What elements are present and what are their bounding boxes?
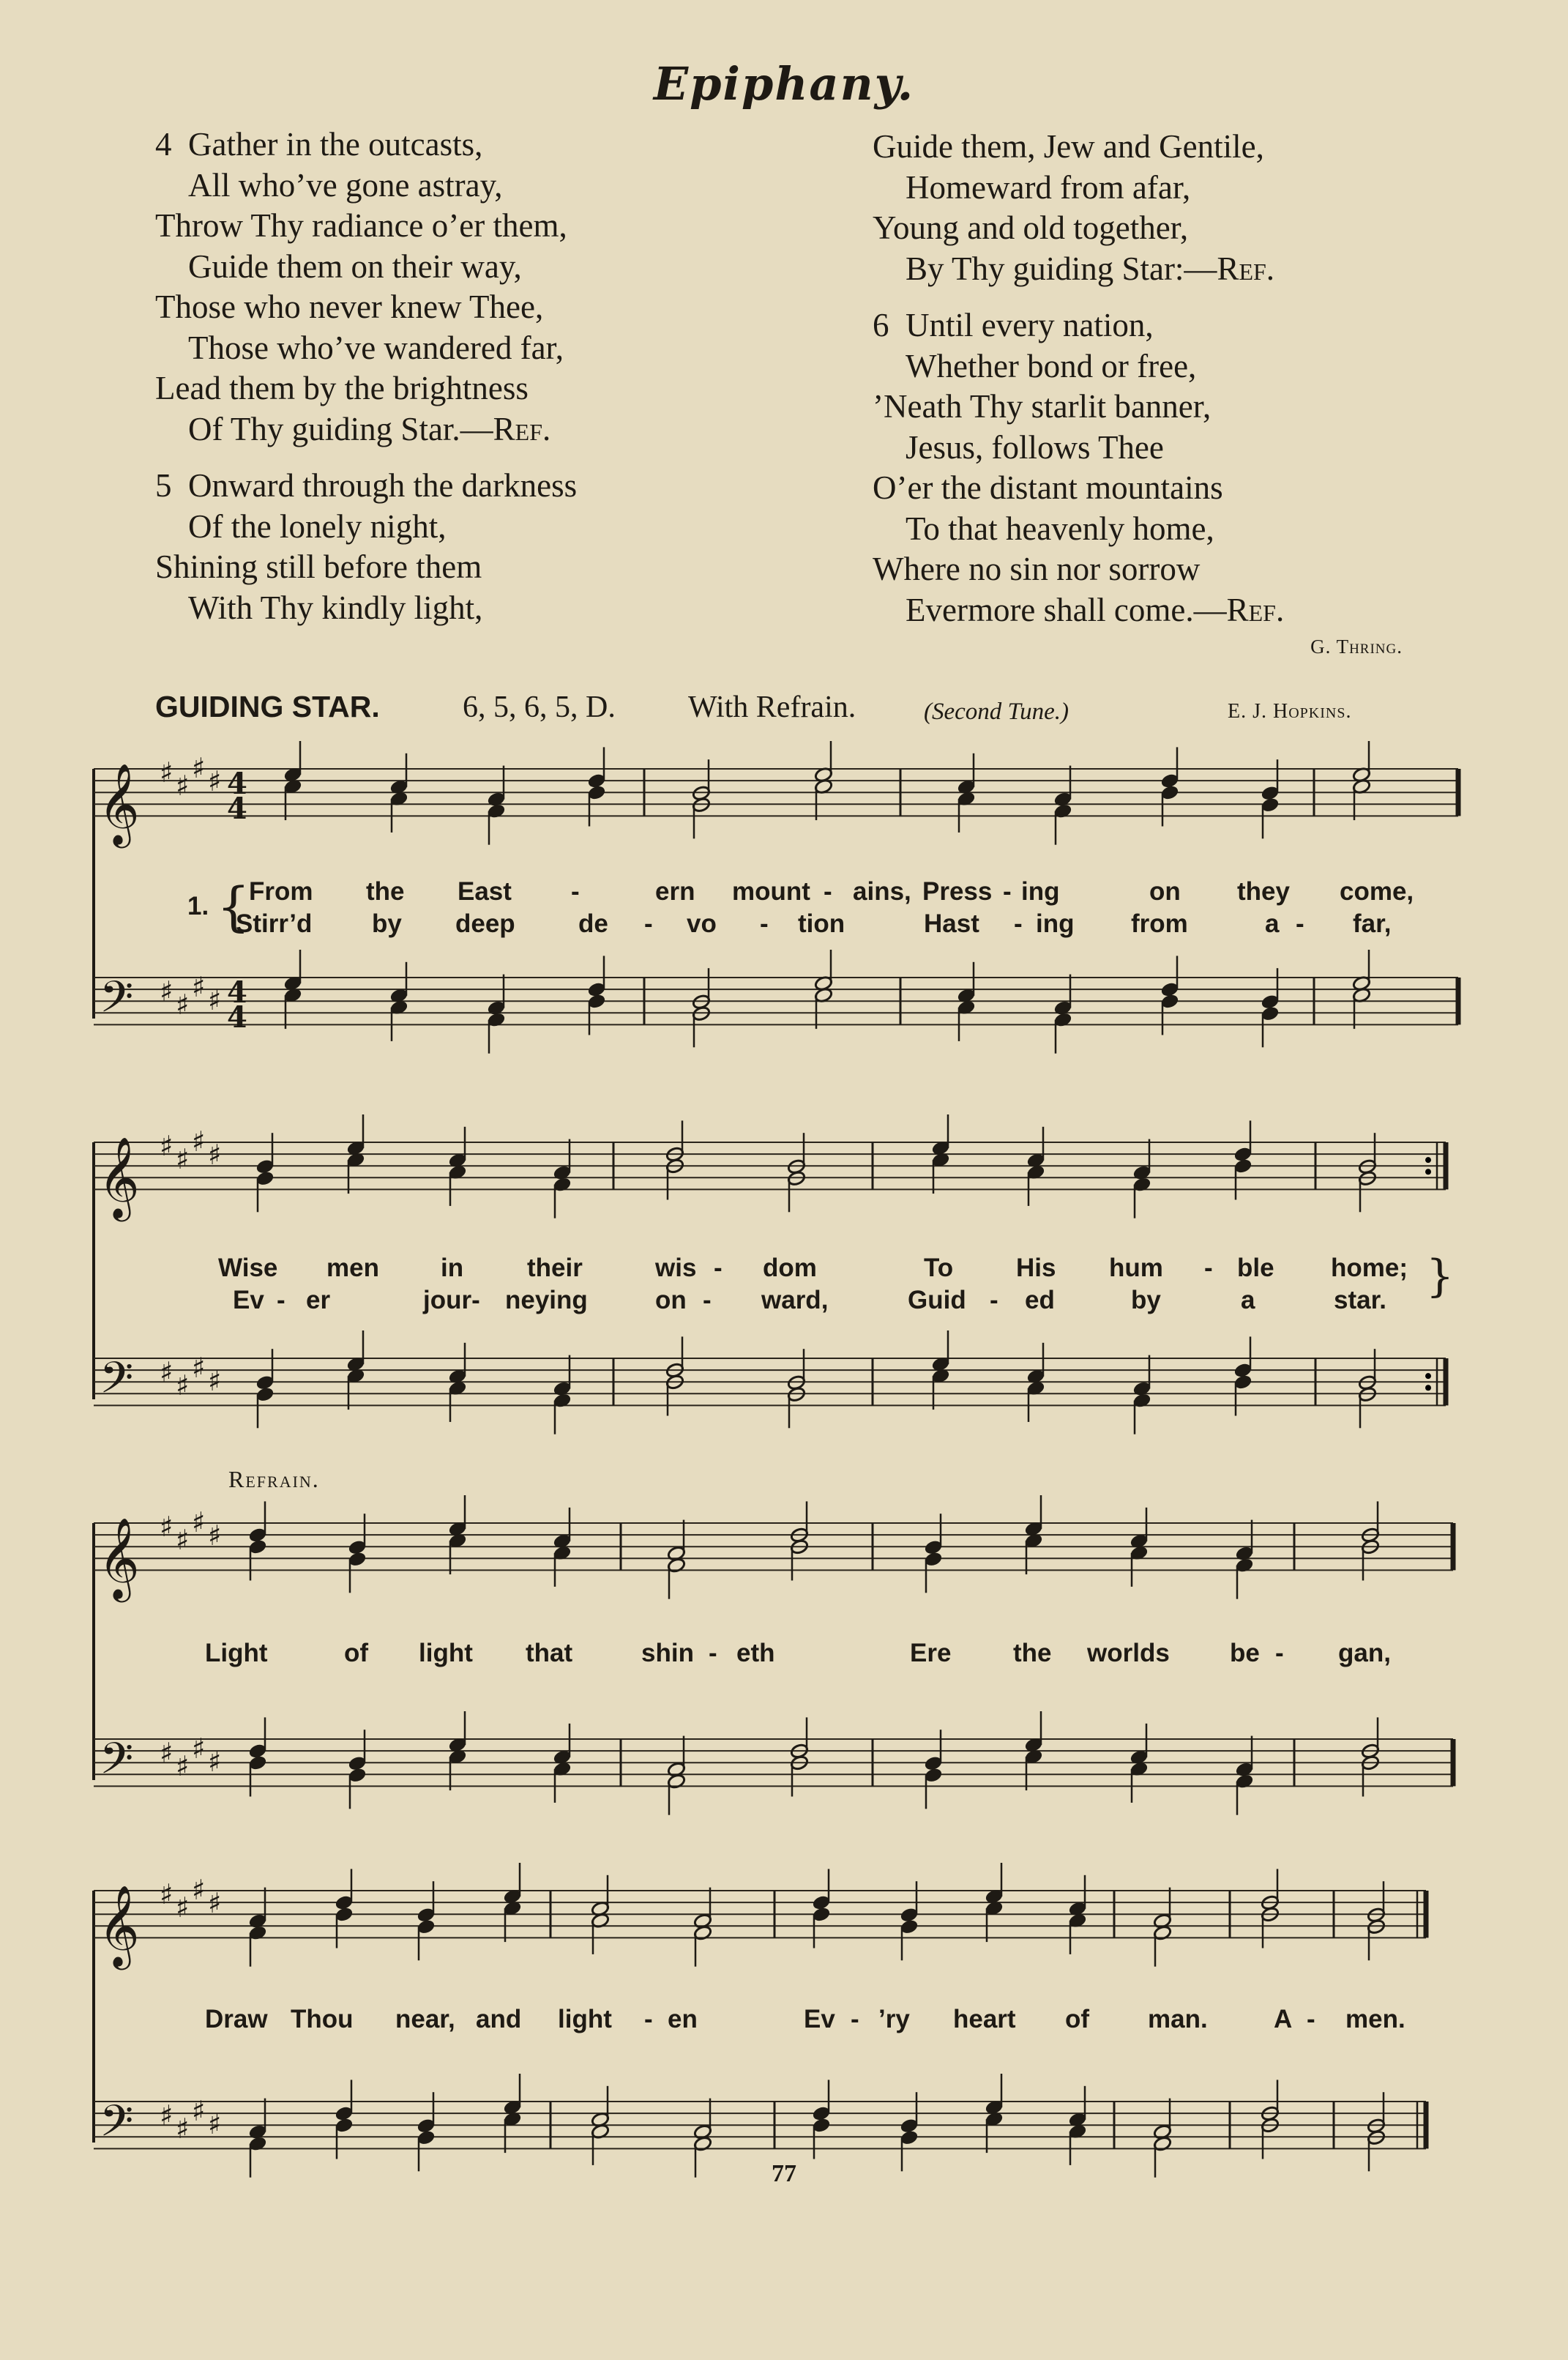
sharp-icon: ♯ — [160, 756, 173, 789]
sharp-icon: ♯ — [160, 975, 173, 1008]
sharp-icon: ♯ — [208, 1746, 222, 1778]
stanza-number: 4 — [155, 126, 172, 163]
sharp-icon: ♯ — [176, 1891, 190, 1924]
sharp-icon: ♯ — [160, 1878, 173, 1910]
lyric-syllable: - — [709, 1639, 717, 1667]
tune-second-tune-note: (Second Tune.) — [924, 699, 1069, 725]
lyric-syllable: - — [1307, 2005, 1315, 2033]
bass-clef-icon: 𝄢 — [100, 971, 134, 1033]
time-signature-top: 4 — [227, 975, 247, 1010]
tune-meter: 6, 5, 6, 5, D. — [463, 690, 616, 724]
verse-line-text: Those who’ve wandered far, — [188, 329, 564, 366]
lyric-syllable: ing — [1036, 909, 1075, 938]
lyric-syllable: To — [924, 1254, 954, 1282]
sharp-icon: ♯ — [160, 1130, 173, 1162]
sharp-icon: ♯ — [208, 984, 222, 1016]
sharp-icon: ♯ — [208, 1139, 222, 1171]
lyric-syllable: ains, — [853, 877, 911, 906]
stanza-number: 6 — [873, 307, 889, 343]
sharp-icon: ♯ — [160, 1356, 173, 1388]
lyric-syllable: the — [1013, 1639, 1052, 1667]
lyric-syllable: far, — [1353, 909, 1392, 938]
verse-line-text: Gather in the outcasts, — [188, 126, 483, 163]
lyric-syllable: - — [824, 877, 832, 906]
lyric-syllable: ing — [1021, 877, 1060, 906]
lyric-syllable: a — [1265, 909, 1280, 938]
lyric-syllable: Press — [922, 877, 993, 906]
treble-clef-icon: 𝄞 — [98, 1516, 140, 1599]
refrain-marker: Ref. — [493, 410, 551, 447]
sharp-icon: ♯ — [208, 765, 222, 797]
verse-line-text: Homeward from afar, — [906, 168, 1191, 206]
verse-line-text: Lead them by the brightness — [155, 370, 529, 406]
sharp-icon: ♯ — [208, 1365, 222, 1397]
lyric-syllable: ward, — [761, 1286, 829, 1314]
lyric-syllable: of — [1065, 2005, 1090, 2033]
sharp-icon: ♯ — [192, 1125, 206, 1158]
lyric-syllable: men. — [1345, 2005, 1405, 2033]
text-author: G. Thring. — [1310, 636, 1403, 658]
sharp-icon: ♯ — [192, 752, 206, 784]
lyric-syllable: Ere — [910, 1639, 952, 1667]
lyric-syllable: Ev — [233, 1286, 264, 1314]
repeat-dot — [1425, 1157, 1431, 1163]
lyric-syllable: - — [1296, 909, 1304, 938]
verse-line-text: All who’ve gone astray, — [188, 166, 503, 204]
lyric-syllable: gan, — [1338, 1639, 1391, 1667]
verse-line-text: Whether bond or free, — [906, 347, 1197, 384]
treble-clef-icon: 𝄞 — [98, 1136, 140, 1218]
lyric-syllable: - — [1014, 909, 1023, 938]
sharp-icon: ♯ — [176, 1143, 190, 1175]
lyric-syllable: - — [1003, 877, 1012, 906]
lyric-syllable: ble — [1237, 1254, 1274, 1282]
sharp-icon: ♯ — [176, 2113, 190, 2145]
sharp-icon: ♯ — [208, 2108, 222, 2140]
lyric-syllable: Wise — [218, 1254, 278, 1282]
sharp-icon: ♯ — [208, 1887, 222, 1919]
lyric-syllable: - — [703, 1286, 712, 1314]
verse-line-text: Evermore shall come.— — [906, 591, 1227, 628]
sharp-icon: ♯ — [176, 989, 190, 1021]
lyric-brace-icon: { — [217, 876, 250, 937]
lyric-syllable: - — [1204, 1254, 1213, 1282]
sharp-icon: ♯ — [192, 1732, 206, 1765]
lyric-syllable: ern — [655, 877, 695, 906]
lyric-syllable: - — [571, 877, 580, 906]
lyric-brace-close-icon: } — [1426, 1251, 1455, 1302]
lyric-syllable: From — [249, 877, 313, 906]
bass-clef-icon: 𝄢 — [100, 1732, 134, 1795]
lyric-syllable: tion — [798, 909, 845, 938]
lyric-syllable: Hast — [924, 909, 979, 938]
sharp-icon: ♯ — [176, 1369, 190, 1402]
lyric-syllable: wis — [655, 1254, 697, 1282]
lyric-syllable: ed — [1025, 1286, 1055, 1314]
lyric-syllable: light — [419, 1639, 473, 1667]
lyric-syllable: ’ry — [878, 2005, 910, 2033]
time-signature-top: 4 — [227, 767, 247, 801]
lyric-syllable: Ev — [804, 2005, 835, 2033]
tune-composer: E. J. Hopkins. — [1228, 700, 1352, 723]
lyric-syllable: Guid — [908, 1286, 966, 1314]
lyric-syllable: - — [990, 1286, 998, 1314]
sharp-icon: ♯ — [192, 971, 206, 1003]
lyric-syllable: by — [1131, 1286, 1161, 1314]
lyric-syllable: the — [366, 877, 405, 906]
lyric-syllable: their — [527, 1254, 583, 1282]
stanza-number: 5 — [155, 467, 172, 504]
verse-line-text: O’er the distant mountains — [873, 469, 1223, 506]
time-signature-bottom: 4 — [227, 1000, 247, 1035]
lyric-syllable: they — [1237, 877, 1290, 906]
sharp-icon: ♯ — [176, 1750, 190, 1782]
lyric-syllable: Thou — [291, 2005, 354, 2033]
lyric-syllable: East — [458, 877, 512, 906]
lyric-syllable: heart — [953, 2005, 1016, 2033]
verse-line-text: By Thy guiding Star:— — [906, 250, 1217, 287]
score-stanza-number: 1. — [187, 892, 209, 920]
lyric-syllable: that — [526, 1639, 573, 1667]
verse-line-text: Onward through the darkness — [188, 467, 578, 504]
lyric-syllable: home; — [1331, 1254, 1408, 1282]
section-title: Epiphany. — [653, 57, 915, 111]
lyric-syllable: of — [344, 1639, 369, 1667]
verse-line-text: ’Neath Thy starlit banner, — [873, 388, 1212, 425]
lyric-syllable: Stirr’d — [236, 909, 313, 938]
lyric-syllable: on — [1149, 877, 1181, 906]
tune-name: GUIDING STAR. — [155, 690, 380, 723]
sharp-icon: ♯ — [192, 1352, 206, 1384]
lyric-syllable: vo — [687, 909, 717, 938]
lyric-syllable: de — [578, 909, 608, 938]
lyric-syllable: - — [851, 2005, 859, 2033]
verse-line-text: With Thy kindly light, — [188, 589, 483, 626]
verse-line-text: Shining still before them — [155, 548, 482, 585]
sharp-icon: ♯ — [160, 2099, 173, 2132]
lyric-syllable: neying — [505, 1286, 588, 1314]
sharp-icon: ♯ — [176, 1524, 190, 1556]
lyric-syllable: - — [644, 2005, 653, 2033]
lyric-syllable: - — [760, 909, 769, 938]
repeat-dot — [1425, 1385, 1431, 1391]
lyric-syllable: in — [441, 1254, 464, 1282]
verse-line-text: Of the lonely night, — [188, 507, 447, 545]
lyric-syllable: eth — [736, 1639, 775, 1667]
refrain-marker: Ref. — [1226, 591, 1285, 628]
lyric-syllable: on — [655, 1286, 687, 1314]
sharp-icon: ♯ — [208, 1519, 222, 1552]
sharp-icon: ♯ — [192, 1506, 206, 1538]
treble-clef-icon: 𝄞 — [98, 1884, 140, 1967]
lyric-syllable: light — [558, 2005, 612, 2033]
verse-line-text: Those who never knew Thee, — [155, 289, 544, 325]
verse-line-text: To that heavenly home, — [906, 510, 1214, 547]
lyric-syllable: men — [326, 1254, 379, 1282]
treble-clef-icon: 𝄞 — [98, 762, 140, 845]
verse-line-text: Guide them, Jew and Gentile, — [873, 128, 1264, 165]
sharp-icon: ♯ — [192, 2095, 206, 2127]
lyric-syllable: Light — [205, 1639, 268, 1667]
repeat-dot — [1425, 1169, 1431, 1175]
lyric-syllable: His — [1016, 1254, 1056, 1282]
refrain-label: Refrain. — [228, 1466, 320, 1492]
refrain-marker: Ref. — [1217, 250, 1275, 287]
lyric-syllable: be — [1230, 1639, 1260, 1667]
lyric-syllable: worlds — [1087, 1639, 1170, 1667]
repeat-dot — [1425, 1373, 1431, 1379]
tune-refrain-note: With Refrain. — [688, 690, 856, 724]
page-number: 77 — [772, 2160, 796, 2187]
lyric-syllable: a — [1241, 1286, 1255, 1314]
bass-clef-icon: 𝄢 — [100, 1352, 134, 1414]
lyric-syllable: hum — [1109, 1254, 1163, 1282]
lyric-syllable: mount — [732, 877, 810, 906]
bass-clef-icon: 𝄢 — [100, 2095, 134, 2157]
lyric-syllable: - — [644, 909, 653, 938]
verse-line-text: Guide them on their way, — [188, 247, 522, 285]
lyric-syllable: - — [277, 1286, 285, 1314]
lyric-syllable: Draw — [205, 2005, 268, 2033]
lyric-syllable: by — [372, 909, 402, 938]
verse-line-text: Until every nation, — [906, 307, 1154, 343]
lyric-syllable: deep — [455, 909, 515, 938]
sharp-icon: ♯ — [176, 770, 190, 802]
lyric-syllable: A — [1274, 2005, 1293, 2033]
sharp-icon: ♯ — [160, 1737, 173, 1769]
verse-line-text: Throw Thy radiance o’er them, — [155, 207, 567, 244]
sharp-icon: ♯ — [160, 1511, 173, 1543]
lyric-syllable: - — [1275, 1639, 1284, 1667]
lyric-syllable: er — [306, 1286, 331, 1314]
lyric-syllable: from — [1131, 909, 1188, 938]
time-signature-bottom: 4 — [227, 792, 247, 826]
lyric-syllable: dom — [763, 1254, 817, 1282]
sharp-icon: ♯ — [192, 1874, 206, 1906]
lyric-syllable: jour- — [423, 1286, 480, 1314]
verse-line-text: Jesus, follows Thee — [906, 428, 1164, 466]
lyric-syllable: shin — [641, 1639, 694, 1667]
lyric-syllable: star. — [1334, 1286, 1386, 1314]
lyric-syllable: en — [668, 2005, 698, 2033]
lyric-syllable: near, — [395, 2005, 455, 2033]
verse-line-text: Of Thy guiding Star.— — [188, 410, 493, 447]
lyric-syllable: man. — [1148, 2005, 1208, 2033]
lyric-syllable: and — [476, 2005, 522, 2033]
verse-line-text: Young and old together, — [873, 209, 1189, 246]
verse-line-text: Where no sin nor sorrow — [873, 551, 1201, 587]
lyric-syllable: come, — [1340, 877, 1414, 906]
lyric-syllable: - — [714, 1254, 723, 1282]
